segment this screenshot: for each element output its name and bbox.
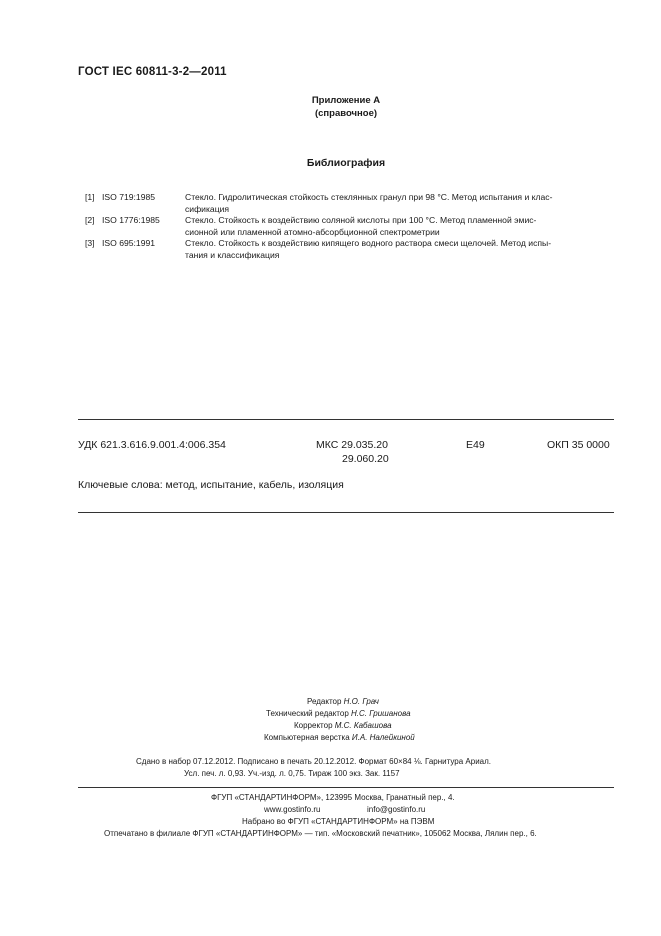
publisher-printed: Отпечатано в филиале ФГУП «СТАНДАРТИНФОРМ» — тип. «Московский печатник», 105062 Москва, Лялин пер., 6.: [104, 829, 537, 838]
layout-line: [264, 733, 415, 742]
divider-bottom: [78, 512, 614, 513]
layout-name: И.А. Налейкиной: [351, 733, 415, 742]
bib-title-line: Стекло. Стойкость к воздействию соляной кислоты при 100 °C. Метод пламенной эмис-: [185, 215, 537, 225]
tech-editor-line: [266, 709, 411, 718]
publisher-typeset: Набрано во ФГУП «СТАНДАРТИНФОРМ» на ПЭВМ: [242, 817, 435, 826]
editor-name: Н.О. Грач: [343, 697, 379, 706]
bib-title-line: сионной или пламенной атомно-абсорбционной спектрометрии: [185, 227, 440, 237]
document-header-id: ГОСТ IEC 60811-3-2—2011: [78, 66, 227, 78]
mks-code-1: МКС 29.035.20: [316, 439, 388, 451]
mks-code-2: 29.060.20: [342, 453, 389, 465]
appendix-title: Приложение А: [311, 95, 381, 106]
bib-title-line: Стекло. Стойкость к воздействию кипящего водного раствора смеси щелочей. Метод испы-: [185, 238, 552, 248]
corrector-label: Корректор: [294, 721, 333, 730]
corrector-name: М.С. Кабашова: [334, 721, 392, 730]
print-info-line-2: Усл. печ. л. 0,93. Уч.-изд. л. 0,75. Тираж 100 экз. Зак. 1157: [184, 769, 400, 778]
bib-number: [3]: [85, 238, 95, 248]
bib-number: [1]: [85, 192, 95, 202]
bib-standard: ISO 1776:1985: [102, 215, 160, 225]
e-code: Е49: [466, 439, 485, 451]
publisher-address: ФГУП «СТАНДАРТИНФОРМ», 123995 Москва, Гранатный пер., 4.: [211, 793, 455, 802]
divider-top: [78, 419, 614, 420]
keywords: Ключевые слова: метод, испытание, кабель, изоляция: [78, 479, 344, 491]
bibliography-heading: Библиография: [306, 157, 386, 169]
tech-editor-label: Технический редактор: [266, 709, 349, 718]
corrector-line: [294, 721, 392, 730]
bib-title-line: тания и классификация: [185, 250, 280, 260]
tech-editor-name: Н.С. Гришанова: [351, 709, 411, 718]
okp-code: ОКП 35 0000: [547, 439, 610, 451]
editor-label: Редактор: [307, 697, 342, 706]
divider-print: [78, 787, 614, 788]
layout-label: Компьютерная верстка: [264, 733, 350, 742]
bib-title-line: Стекло. Гидролитическая стойкость стеклянных гранул при 98 °C. Метод испытания и клас-: [185, 192, 553, 202]
publisher-email: info@gostinfo.ru: [367, 805, 426, 814]
print-info-line-1: Сдано в набор 07.12.2012. Подписано в печать 20.12.2012. Формат 60×84 ⅛. Гарнитура Ариал.: [136, 757, 492, 766]
bib-title-line: сификация: [185, 204, 230, 214]
bib-number: [2]: [85, 215, 95, 225]
bib-standard: ISO 719:1985: [102, 192, 156, 202]
appendix-subtitle: (справочное): [314, 108, 378, 119]
publisher-website: www.gostinfo.ru: [264, 805, 321, 814]
bib-standard: ISO 695:1991: [102, 238, 156, 248]
editor-line: [307, 697, 379, 706]
udk-code: УДК 621.3.616.9.001.4:006.354: [78, 439, 226, 451]
